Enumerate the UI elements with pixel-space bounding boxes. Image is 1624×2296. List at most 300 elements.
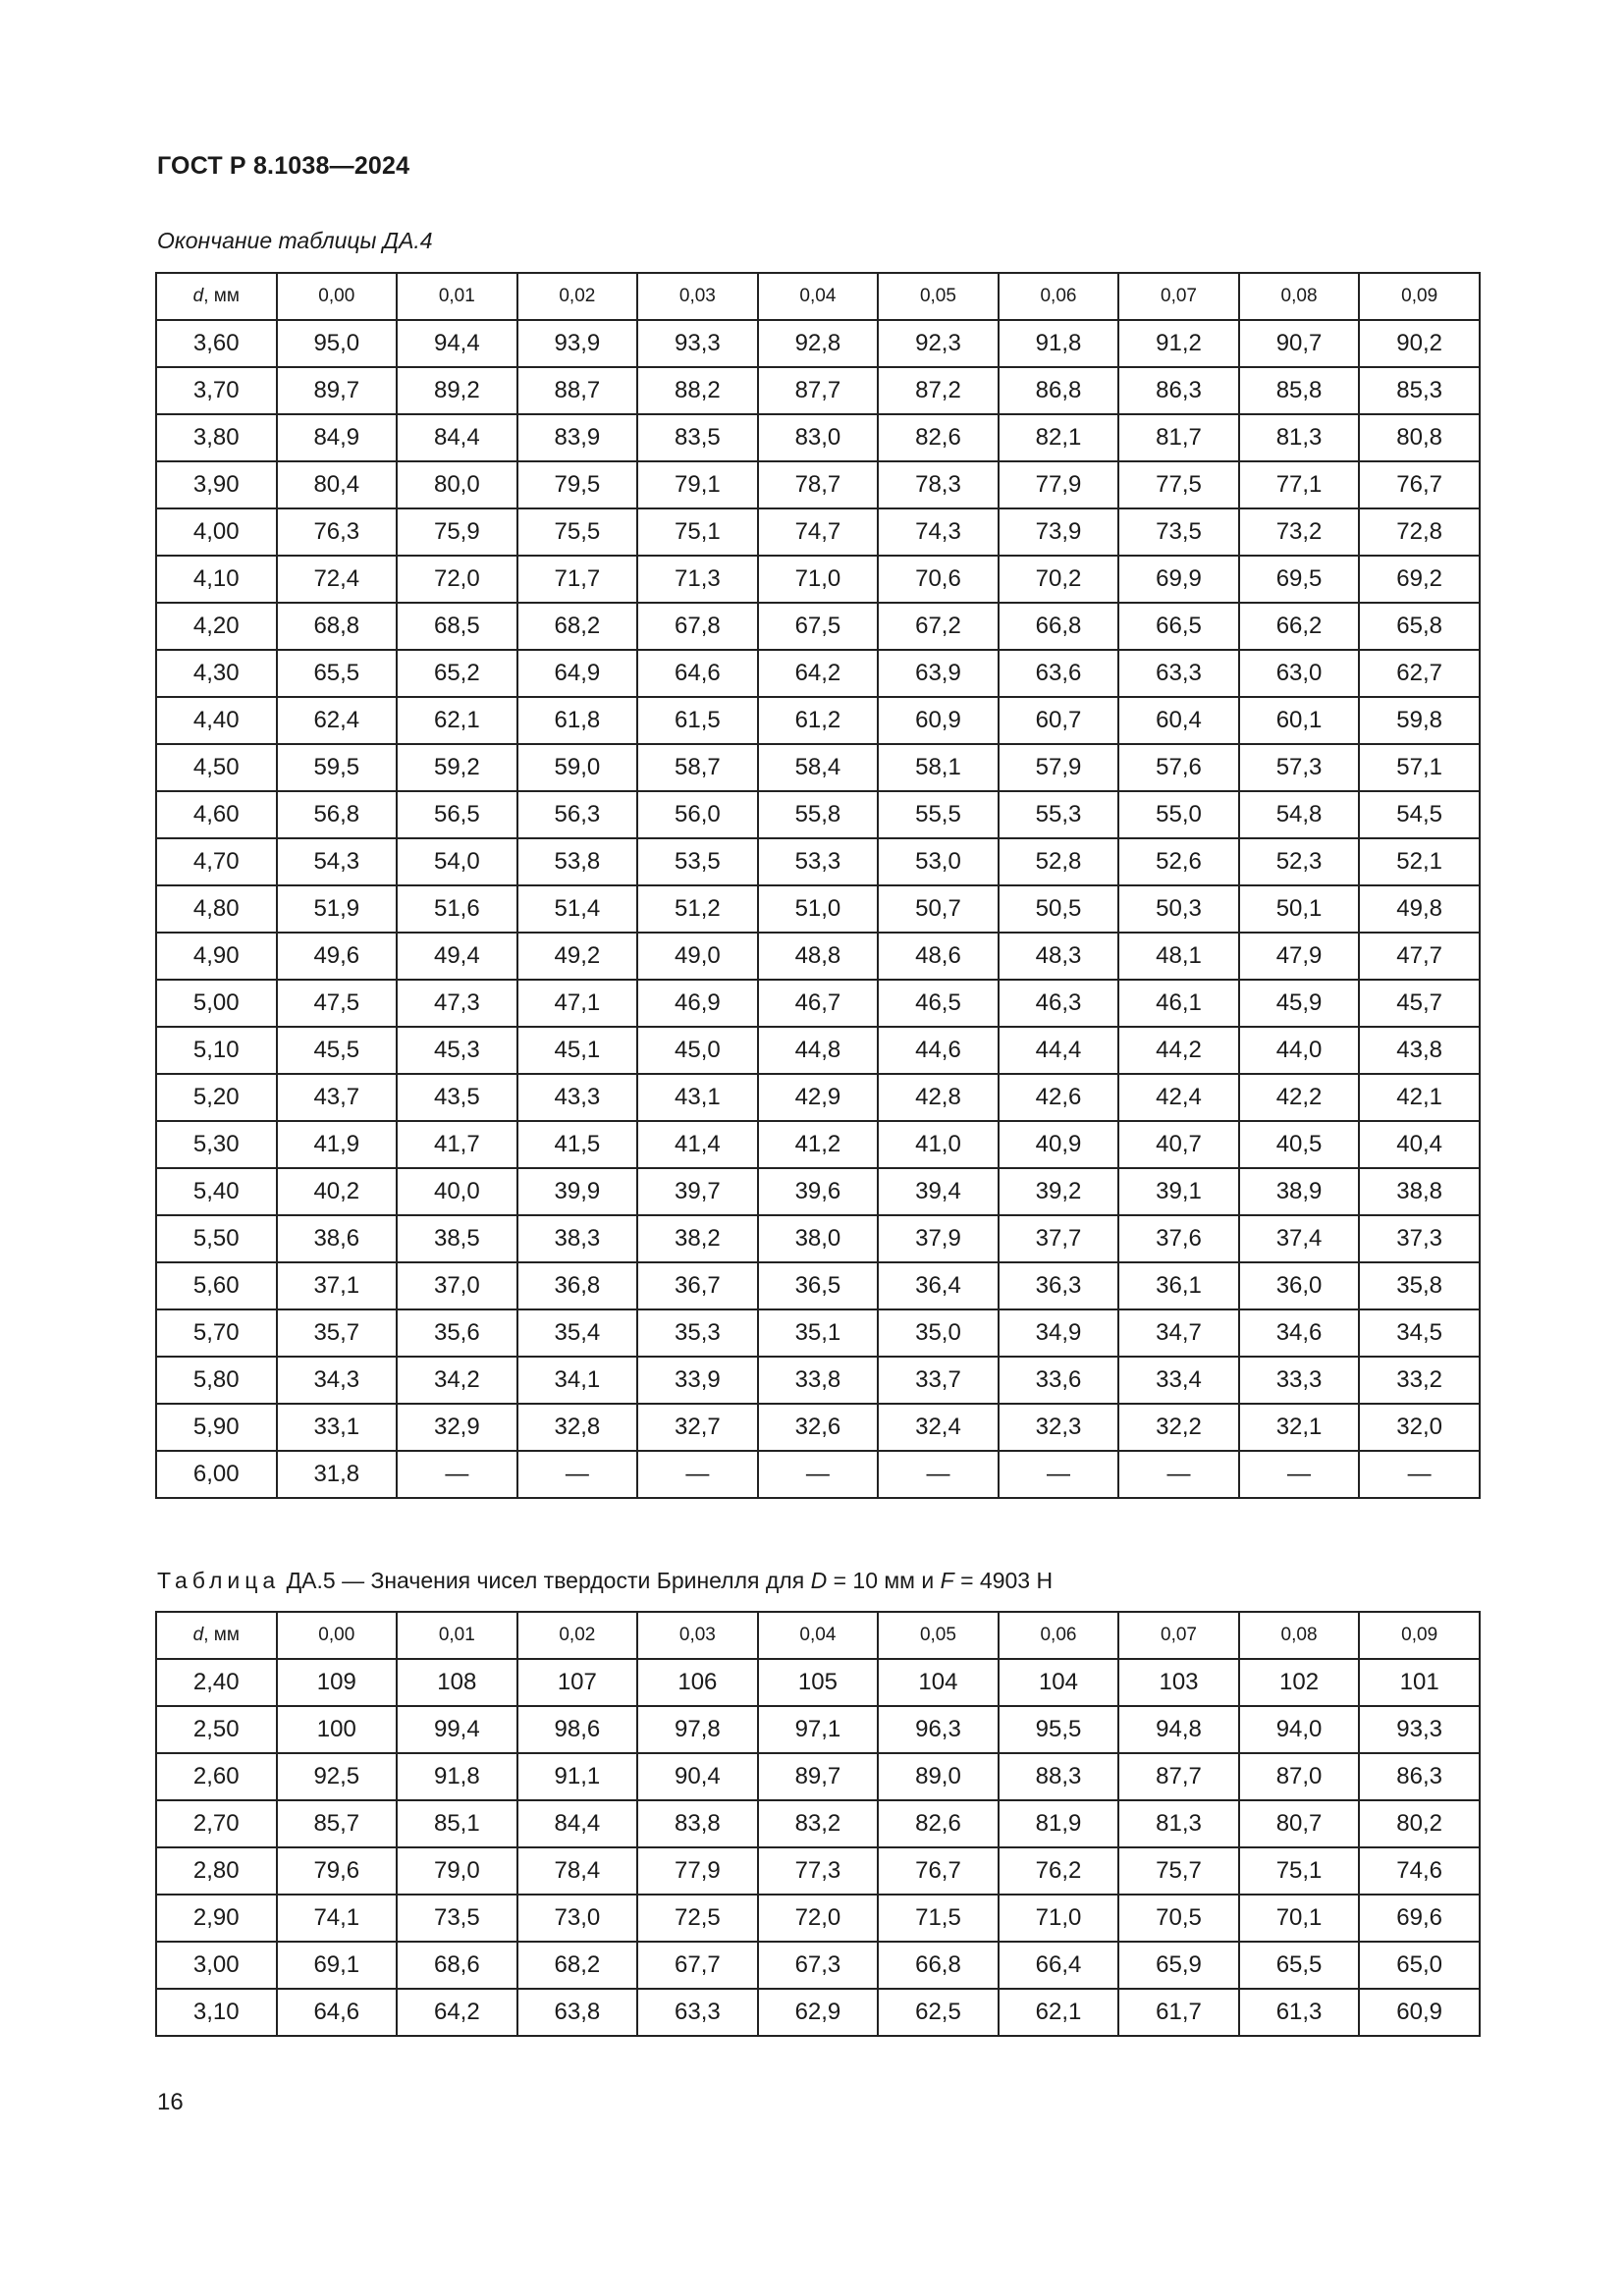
table-cell: 32,2 <box>1118 1404 1239 1451</box>
table-cell: 43,8 <box>1359 1027 1480 1074</box>
table-cell: 78,4 <box>517 1847 638 1895</box>
table-cell: 39,1 <box>1118 1168 1239 1215</box>
table-cell: 33,7 <box>878 1357 999 1404</box>
table-cell: 47,5 <box>277 980 398 1027</box>
table-cell: 82,6 <box>878 1800 999 1847</box>
row-header-d: 3,00 <box>156 1942 277 1989</box>
table-cell: 76,2 <box>999 1847 1119 1895</box>
table-cell: 40,9 <box>999 1121 1119 1168</box>
table-cell: 99,4 <box>397 1706 517 1753</box>
row-header-d: 2,60 <box>156 1753 277 1800</box>
table-cell: 63,3 <box>637 1989 758 2036</box>
table-cell: 82,1 <box>999 414 1119 461</box>
col-header: 0,02 <box>517 273 638 320</box>
table-cell: 62,7 <box>1359 650 1480 697</box>
table-cell: 101 <box>1359 1659 1480 1706</box>
table-cell: 41,2 <box>758 1121 879 1168</box>
table-cell: 48,1 <box>1118 933 1239 980</box>
table-cell: 35,6 <box>397 1309 517 1357</box>
table-cell: 54,3 <box>277 838 398 885</box>
table-cell: 88,7 <box>517 367 638 414</box>
col-header: 0,01 <box>397 273 517 320</box>
row-header-d: 4,70 <box>156 838 277 885</box>
table-cell: 46,7 <box>758 980 879 1027</box>
col-header: 0,07 <box>1118 1612 1239 1659</box>
table-row <box>156 838 1480 885</box>
row-header-d: 2,80 <box>156 1847 277 1895</box>
table-cell: 80,8 <box>1359 414 1480 461</box>
table-cell: 85,8 <box>1239 367 1360 414</box>
table-cell: 38,9 <box>1239 1168 1360 1215</box>
table-cell: 95,5 <box>999 1706 1119 1753</box>
table-cell: 66,8 <box>878 1942 999 1989</box>
table-cell: 51,0 <box>758 885 879 933</box>
table-cell: 37,6 <box>1118 1215 1239 1262</box>
table-cell: 35,1 <box>758 1309 879 1357</box>
col-header: 0,09 <box>1359 273 1480 320</box>
table-row <box>156 320 1480 367</box>
table-cell: 33,2 <box>1359 1357 1480 1404</box>
table-cell: 90,4 <box>637 1753 758 1800</box>
row-header-d: 4,60 <box>156 791 277 838</box>
row-header-d: 3,10 <box>156 1989 277 2036</box>
table-cell: 51,4 <box>517 885 638 933</box>
table-cell: 52,6 <box>1118 838 1239 885</box>
table-cell: 64,2 <box>758 650 879 697</box>
table-cell: 86,8 <box>999 367 1119 414</box>
table-cell: 47,1 <box>517 980 638 1027</box>
table-cell: 51,2 <box>637 885 758 933</box>
col-header: 0,08 <box>1239 273 1360 320</box>
table-row <box>156 1074 1480 1121</box>
table-b-body <box>156 1659 1480 2036</box>
table-cell: — <box>1118 1451 1239 1498</box>
table-cell: 39,9 <box>517 1168 638 1215</box>
table-cell: 56,3 <box>517 791 638 838</box>
table-cell: 70,5 <box>1118 1895 1239 1942</box>
table-cell: 52,1 <box>1359 838 1480 885</box>
table-cell: 75,7 <box>1118 1847 1239 1895</box>
col-header: 0,05 <box>878 273 999 320</box>
table-cell: 64,2 <box>397 1989 517 2036</box>
table-cell: 64,9 <box>517 650 638 697</box>
table-cell: 70,6 <box>878 556 999 603</box>
table-cell: 64,6 <box>277 1989 398 2036</box>
table-cell: 77,9 <box>999 461 1119 508</box>
col-header-d: d, мм <box>156 1612 277 1659</box>
table-cell: 34,2 <box>397 1357 517 1404</box>
table-cell: 70,2 <box>999 556 1119 603</box>
table-cell: 60,7 <box>999 697 1119 744</box>
table-cell: 46,3 <box>999 980 1119 1027</box>
table-cell: 81,7 <box>1118 414 1239 461</box>
table-cell: 32,9 <box>397 1404 517 1451</box>
table-a-caption: Окончание таблицы ДА.4 <box>157 228 433 253</box>
table-cell: 37,7 <box>999 1215 1119 1262</box>
col-header: 0,08 <box>1239 1612 1360 1659</box>
table-cell: 35,7 <box>277 1309 398 1357</box>
table-cell: 57,3 <box>1239 744 1360 791</box>
table-cell: 80,0 <box>397 461 517 508</box>
table-cell: 66,4 <box>999 1942 1119 1989</box>
row-header-d: 5,90 <box>156 1404 277 1451</box>
table-cell: 67,3 <box>758 1942 879 1989</box>
table-cell: 47,7 <box>1359 933 1480 980</box>
table-cell: 53,3 <box>758 838 879 885</box>
table-cell: 41,7 <box>397 1121 517 1168</box>
table-cell: 49,0 <box>637 933 758 980</box>
table-cell: 42,4 <box>1118 1074 1239 1121</box>
table-cell: — <box>758 1451 879 1498</box>
table-cell: 53,0 <box>878 838 999 885</box>
table-cell: 54,5 <box>1359 791 1480 838</box>
table-cell: 63,8 <box>517 1989 638 2036</box>
row-header-d: 4,00 <box>156 508 277 556</box>
table-cell: 46,9 <box>637 980 758 1027</box>
row-header-d: 5,60 <box>156 1262 277 1309</box>
table-cell: 83,0 <box>758 414 879 461</box>
table-cell: 48,8 <box>758 933 879 980</box>
table-cell: 36,4 <box>878 1262 999 1309</box>
table-cell: 42,8 <box>878 1074 999 1121</box>
table-cell: 33,1 <box>277 1404 398 1451</box>
table-cell: 90,7 <box>1239 320 1360 367</box>
table-cell: 39,7 <box>637 1168 758 1215</box>
table-cell: 32,0 <box>1359 1404 1480 1451</box>
table-cell: 85,3 <box>1359 367 1480 414</box>
table-cell: 69,1 <box>277 1942 398 1989</box>
table-cell: 56,5 <box>397 791 517 838</box>
table-cell: 80,2 <box>1359 1800 1480 1847</box>
table-cell: 51,9 <box>277 885 398 933</box>
table-cell: 87,0 <box>1239 1753 1360 1800</box>
table-row <box>156 1706 1480 1753</box>
table-cell: 81,9 <box>999 1800 1119 1847</box>
table-row <box>156 556 1480 603</box>
table-cell: 83,2 <box>758 1800 879 1847</box>
table-cell: 91,1 <box>517 1753 638 1800</box>
table-cell: 66,5 <box>1118 603 1239 650</box>
table-cell: 45,7 <box>1359 980 1480 1027</box>
row-header-d: 5,00 <box>156 980 277 1027</box>
table-cell: — <box>637 1451 758 1498</box>
table-cell: 60,1 <box>1239 697 1360 744</box>
col-header: 0,09 <box>1359 1612 1480 1659</box>
hardness-table-da5 <box>155 1611 1481 2037</box>
table-cell: 67,8 <box>637 603 758 650</box>
table-cell: 40,4 <box>1359 1121 1480 1168</box>
table-cell: 91,2 <box>1118 320 1239 367</box>
page-number: 16 <box>157 2089 184 2115</box>
table-row <box>156 1027 1480 1074</box>
table-cell: 85,1 <box>397 1800 517 1847</box>
table-cell: 73,0 <box>517 1895 638 1942</box>
table-cell: 80,4 <box>277 461 398 508</box>
table-cell: 43,1 <box>637 1074 758 1121</box>
table-cell: 62,5 <box>878 1989 999 2036</box>
table-cell: — <box>999 1451 1119 1498</box>
row-header-d: 2,40 <box>156 1659 277 1706</box>
table-cell: 59,8 <box>1359 697 1480 744</box>
table-cell: 93,3 <box>637 320 758 367</box>
table-cell: 83,8 <box>637 1800 758 1847</box>
table-cell: 72,4 <box>277 556 398 603</box>
table-cell: 66,8 <box>999 603 1119 650</box>
table-cell: 42,6 <box>999 1074 1119 1121</box>
document-header: ГОСТ Р 8.1038—2024 <box>157 152 410 180</box>
table-cell: 69,6 <box>1359 1895 1480 1942</box>
table-cell: 54,0 <box>397 838 517 885</box>
table-cell: 85,7 <box>277 1800 398 1847</box>
table-cell: 74,1 <box>277 1895 398 1942</box>
table-cell: 33,8 <box>758 1357 879 1404</box>
table-cell: 58,7 <box>637 744 758 791</box>
table-cell: 71,0 <box>758 556 879 603</box>
table-cell: 41,9 <box>277 1121 398 1168</box>
table-cell: — <box>1359 1451 1480 1498</box>
table-row <box>156 1753 1480 1800</box>
table-cell: 108 <box>397 1659 517 1706</box>
table-cell: 37,0 <box>397 1262 517 1309</box>
table-cell: 52,8 <box>999 838 1119 885</box>
table-cell: 84,4 <box>517 1800 638 1847</box>
table-cell: 34,9 <box>999 1309 1119 1357</box>
table-row <box>156 1847 1480 1895</box>
table-cell: 58,4 <box>758 744 879 791</box>
table-cell: 63,6 <box>999 650 1119 697</box>
row-header-d: 4,10 <box>156 556 277 603</box>
table-cell: 37,9 <box>878 1215 999 1262</box>
table-row <box>156 791 1480 838</box>
table-cell: 88,3 <box>999 1753 1119 1800</box>
table-row <box>156 1659 1480 1706</box>
table-cell: 90,2 <box>1359 320 1480 367</box>
table-cell: 39,4 <box>878 1168 999 1215</box>
table-cell: 64,6 <box>637 650 758 697</box>
table-cell: 107 <box>517 1659 638 1706</box>
table-cell: 41,5 <box>517 1121 638 1168</box>
table-cell: 50,5 <box>999 885 1119 933</box>
table-cell: 69,2 <box>1359 556 1480 603</box>
table-row <box>156 1404 1480 1451</box>
hardness-table-continued <box>155 272 1481 1499</box>
table-cell: 77,9 <box>637 1847 758 1895</box>
table-cell: 70,1 <box>1239 1895 1360 1942</box>
table-cell: 86,3 <box>1359 1753 1480 1800</box>
table-cell: 61,3 <box>1239 1989 1360 2036</box>
table-cell: 43,5 <box>397 1074 517 1121</box>
table-cell: 51,6 <box>397 885 517 933</box>
table-row <box>156 508 1480 556</box>
row-header-d: 3,90 <box>156 461 277 508</box>
table-row <box>156 1989 1480 2036</box>
table-cell: 91,8 <box>999 320 1119 367</box>
row-header-d: 2,90 <box>156 1895 277 1942</box>
table-cell: 35,8 <box>1359 1262 1480 1309</box>
table-row <box>156 1942 1480 1989</box>
table-cell: 49,2 <box>517 933 638 980</box>
table-cell: 62,1 <box>397 697 517 744</box>
table-cell: 37,4 <box>1239 1215 1360 1262</box>
table-cell: 72,5 <box>637 1895 758 1942</box>
table-cell: 92,8 <box>758 320 879 367</box>
row-header-d: 4,30 <box>156 650 277 697</box>
table-cell: 80,7 <box>1239 1800 1360 1847</box>
table-cell: 68,5 <box>397 603 517 650</box>
table-cell: 45,9 <box>1239 980 1360 1027</box>
table-cell: 47,3 <box>397 980 517 1027</box>
table-row <box>156 1800 1480 1847</box>
table-cell: 60,9 <box>1359 1989 1480 2036</box>
table-cell: 71,0 <box>999 1895 1119 1942</box>
row-header-d: 3,70 <box>156 367 277 414</box>
table-cell: 102 <box>1239 1659 1360 1706</box>
table-row <box>156 461 1480 508</box>
row-header-d: 5,10 <box>156 1027 277 1074</box>
table-cell: 74,3 <box>878 508 999 556</box>
table-cell: 45,3 <box>397 1027 517 1074</box>
table-cell: 93,9 <box>517 320 638 367</box>
table-cell: 42,1 <box>1359 1074 1480 1121</box>
table-cell: 65,5 <box>1239 1942 1360 1989</box>
col-header: 0,07 <box>1118 273 1239 320</box>
table-cell: 36,1 <box>1118 1262 1239 1309</box>
table-cell: 75,9 <box>397 508 517 556</box>
table-cell: 82,6 <box>878 414 999 461</box>
table-cell: 79,5 <box>517 461 638 508</box>
table-cell: 44,4 <box>999 1027 1119 1074</box>
table-row <box>156 1215 1480 1262</box>
col-header: 0,05 <box>878 1612 999 1659</box>
table-cell: 34,7 <box>1118 1309 1239 1357</box>
row-header-d: 5,50 <box>156 1215 277 1262</box>
table-cell: 104 <box>878 1659 999 1706</box>
table-cell: 68,8 <box>277 603 398 650</box>
table-cell: 74,7 <box>758 508 879 556</box>
table-cell: 94,0 <box>1239 1706 1360 1753</box>
table-row <box>156 1121 1480 1168</box>
table-cell: 60,9 <box>878 697 999 744</box>
table-cell: 37,3 <box>1359 1215 1480 1262</box>
table-cell: 74,6 <box>1359 1847 1480 1895</box>
table-cell: 98,6 <box>517 1706 638 1753</box>
row-header-d: 3,60 <box>156 320 277 367</box>
table-cell: 72,0 <box>397 556 517 603</box>
table-cell: 75,5 <box>517 508 638 556</box>
table-row <box>156 1357 1480 1404</box>
row-header-d: 5,40 <box>156 1168 277 1215</box>
table-cell: 53,8 <box>517 838 638 885</box>
col-header: 0,02 <box>517 1612 638 1659</box>
table-cell: 65,2 <box>397 650 517 697</box>
table-cell: 47,9 <box>1239 933 1360 980</box>
table-cell: 35,3 <box>637 1309 758 1357</box>
table-cell: 41,4 <box>637 1121 758 1168</box>
table-cell: 106 <box>637 1659 758 1706</box>
table-row <box>156 744 1480 791</box>
table-cell: 79,0 <box>397 1847 517 1895</box>
table-cell: 94,4 <box>397 320 517 367</box>
table-cell: 81,3 <box>1118 1800 1239 1847</box>
table-cell: 88,2 <box>637 367 758 414</box>
table-cell: 54,8 <box>1239 791 1360 838</box>
table-cell: 57,1 <box>1359 744 1480 791</box>
table-cell: 68,2 <box>517 603 638 650</box>
table-cell: 40,7 <box>1118 1121 1239 1168</box>
table-cell: 65,9 <box>1118 1942 1239 1989</box>
row-header-d: 5,30 <box>156 1121 277 1168</box>
table-cell: 33,3 <box>1239 1357 1360 1404</box>
table-cell: 61,7 <box>1118 1989 1239 2036</box>
table-cell: 93,3 <box>1359 1706 1480 1753</box>
table-cell: 68,6 <box>397 1942 517 1989</box>
table-cell: 78,7 <box>758 461 879 508</box>
col-header: 0,06 <box>999 273 1119 320</box>
table-cell: 76,3 <box>277 508 398 556</box>
row-header-d: 2,70 <box>156 1800 277 1847</box>
table-cell: 57,6 <box>1118 744 1239 791</box>
row-header-d: 2,50 <box>156 1706 277 1753</box>
table-cell: 65,5 <box>277 650 398 697</box>
table-row <box>156 1451 1480 1498</box>
table-row <box>156 414 1480 461</box>
table-cell: 65,8 <box>1359 603 1480 650</box>
table-cell: 87,7 <box>758 367 879 414</box>
table-cell: — <box>397 1451 517 1498</box>
table-cell: 35,4 <box>517 1309 638 1357</box>
row-header-d: 4,40 <box>156 697 277 744</box>
table-cell: 49,6 <box>277 933 398 980</box>
table-cell: 61,2 <box>758 697 879 744</box>
col-header: 0,06 <box>999 1612 1119 1659</box>
table-cell: 61,5 <box>637 697 758 744</box>
table-cell: 57,9 <box>999 744 1119 791</box>
table-cell: 72,8 <box>1359 508 1480 556</box>
table-cell: 103 <box>1118 1659 1239 1706</box>
table-cell: 75,1 <box>1239 1847 1360 1895</box>
table-cell: 36,3 <box>999 1262 1119 1309</box>
table-cell: 81,3 <box>1239 414 1360 461</box>
table-cell: 44,2 <box>1118 1027 1239 1074</box>
table-cell: 89,7 <box>758 1753 879 1800</box>
row-header-d: 5,70 <box>156 1309 277 1357</box>
table-cell: 67,7 <box>637 1942 758 1989</box>
row-header-d: 4,80 <box>156 885 277 933</box>
table-cell: 72,0 <box>758 1895 879 1942</box>
table-cell: 78,3 <box>878 461 999 508</box>
table-cell: 33,9 <box>637 1357 758 1404</box>
row-header-d: 6,00 <box>156 1451 277 1498</box>
table-cell: 66,2 <box>1239 603 1360 650</box>
table-cell: 62,4 <box>277 697 398 744</box>
table-cell: 50,3 <box>1118 885 1239 933</box>
table-cell: 73,2 <box>1239 508 1360 556</box>
table-cell: 42,9 <box>758 1074 879 1121</box>
table-cell: 87,7 <box>1118 1753 1239 1800</box>
table-row <box>156 1895 1480 1942</box>
table-cell: 31,8 <box>277 1451 398 1498</box>
table-row <box>156 1262 1480 1309</box>
table-cell: 40,2 <box>277 1168 398 1215</box>
table-cell: 32,8 <box>517 1404 638 1451</box>
table-cell: 58,1 <box>878 744 999 791</box>
table-cell: 34,5 <box>1359 1309 1480 1357</box>
table-cell: 67,2 <box>878 603 999 650</box>
table-cell: 89,2 <box>397 367 517 414</box>
table-cell: 39,2 <box>999 1168 1119 1215</box>
table-cell: 71,5 <box>878 1895 999 1942</box>
table-cell: — <box>878 1451 999 1498</box>
